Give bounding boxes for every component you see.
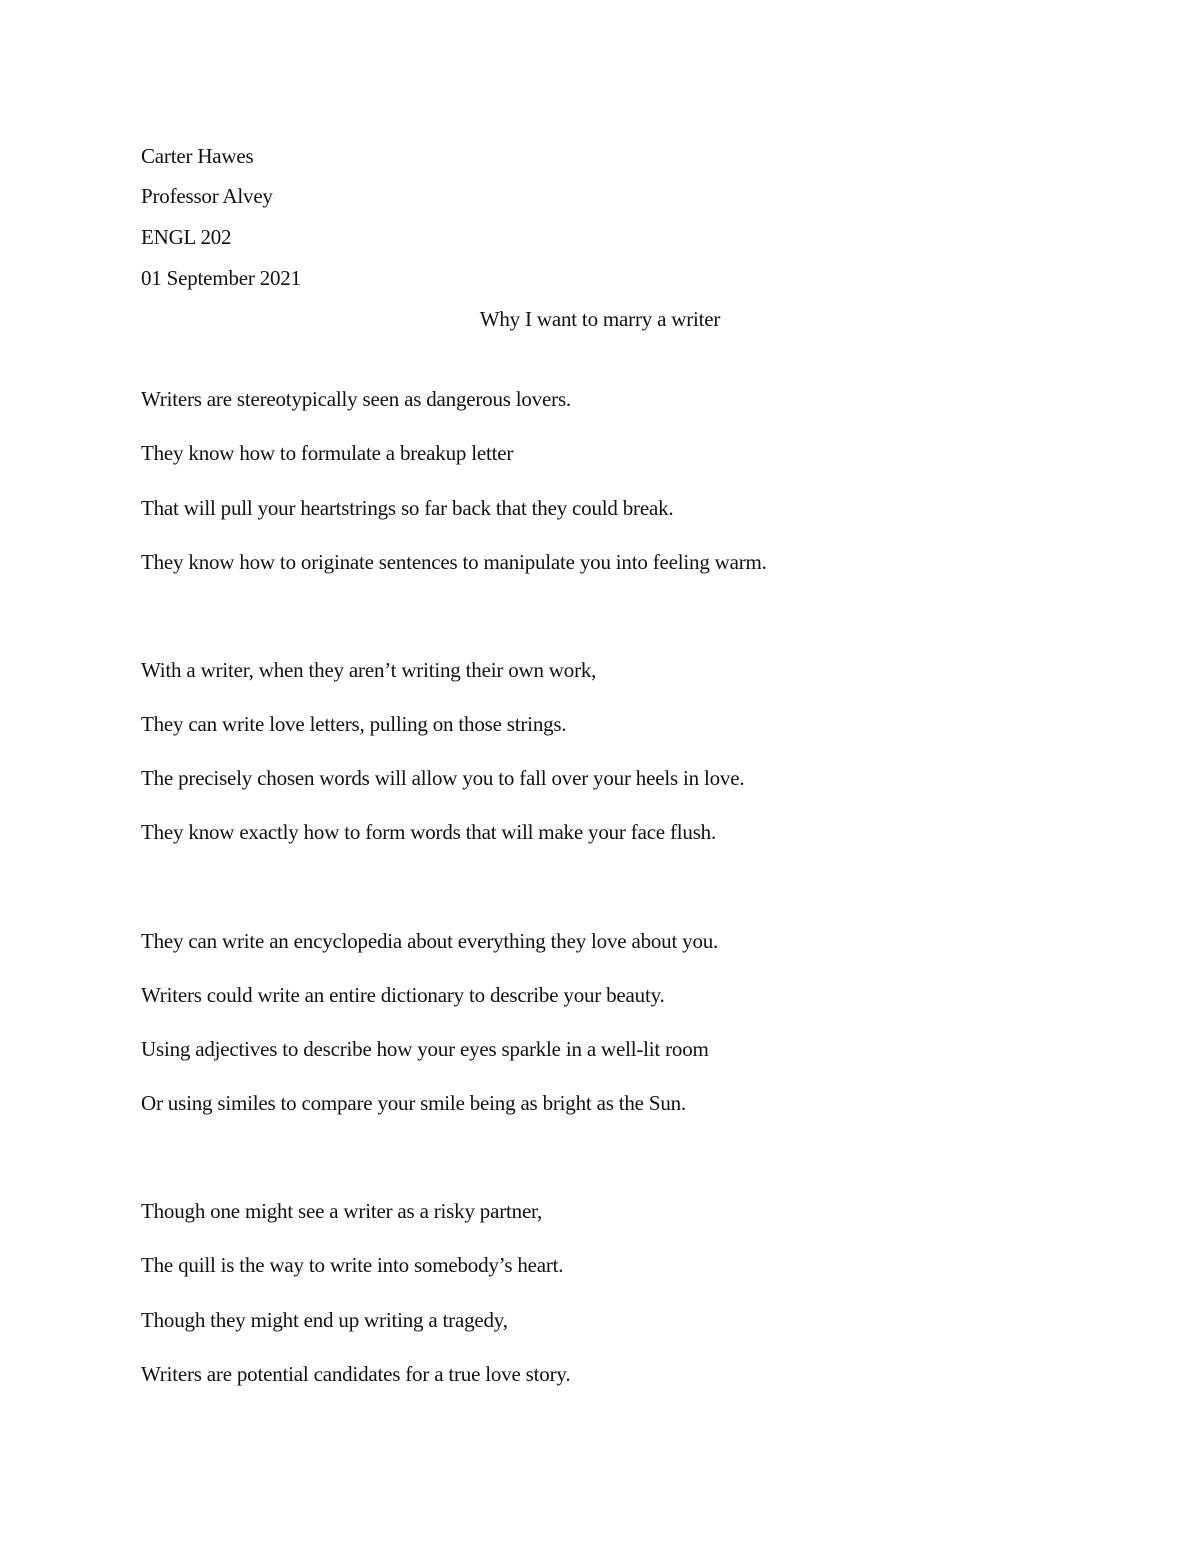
poem-line: Writers are stereotypically seen as dangerous lovers. [141,387,571,411]
poem-line: With a writer, when they aren’t writing their own work, [141,658,597,682]
poem-line: The quill is the way to write into somebody’s heart. [141,1253,564,1277]
poem-line: Writers could write an entire dictionary to describe your beauty. [141,983,665,1007]
poem-line: They know how to formulate a breakup letter [141,441,514,465]
poem-line: Though they might end up writing a tragedy, [141,1308,508,1332]
course-name: ENGL 202 [141,225,232,249]
poem-line: That will pull your heartstrings so far back that they could break. [141,496,674,520]
poem-line: They know how to originate sentences to manipulate you into feeling warm. [141,550,767,574]
poem-line: Using adjectives to describe how your eyes sparkle in a well-lit room [141,1037,709,1061]
poem-line: Though one might see a writer as a risky partner, [141,1199,543,1223]
poem-title: Why I want to marry a writer [479,307,721,331]
author-name: Carter Hawes [141,144,254,168]
poem-line: Or using similes to compare your smile being as bright as the Sun. [141,1091,686,1115]
poem-line: They can write an encyclopedia about everything they love about you. [141,929,719,953]
poem-line: They can write love letters, pulling on those strings. [141,712,567,736]
poem-line: Writers are potential candidates for a true love story. [141,1362,571,1386]
poem-line: The precisely chosen words will allow you to fall over your heels in love. [141,766,745,790]
date: 01 September 2021 [141,266,301,290]
professor-name: Professor Alvey [141,184,273,208]
poem-line: They know exactly how to form words that will make your face flush. [141,820,717,844]
